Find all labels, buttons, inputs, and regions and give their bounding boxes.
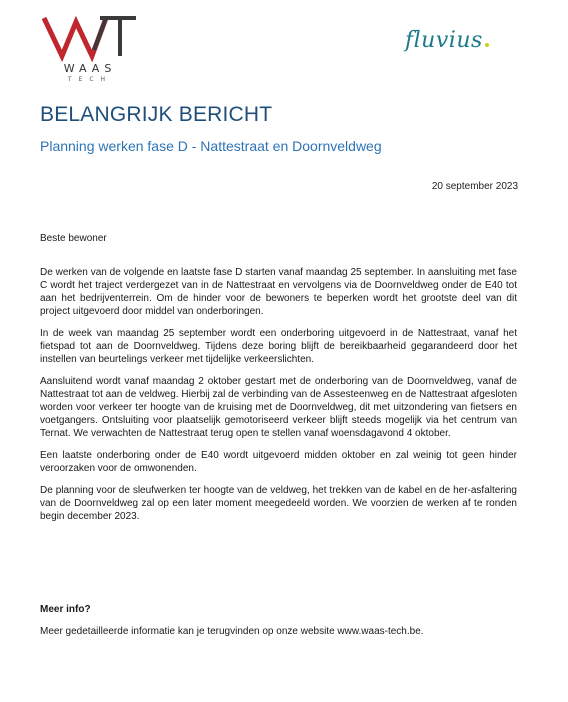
paragraph: Aansluitend wordt vanaf maandag 2 oktober gestart met de onderboring van de Doornveldweg, vanaf de Nattestraat tot aan de veldweg. Hierbij zal de verbinding van de Assesteenweg en de Nattestraat afgesloten worden voor verkeer ter hoogte van de kruising met de Doornveldweg, dit met uitzondering van fietsers en voetgangers. Ontsluiting voor plaatselijk gemotoriseerd verkeer blijft steeds mogelijk via het centrum van Ternat. We verwachten de Nattestraat terug open te stellen vanaf woensdagavond 4 oktober.: [40, 376, 517, 439]
waas-tech-logo: [40, 12, 140, 90]
paragraph: Een laatste onderboring onder de E40 wordt uitgevoerd midden oktober en zal weinig tot geen hinder veroorzaken voor de omwonenden.: [40, 450, 517, 474]
salutation: Beste bewoner: [40, 233, 107, 244]
waas-tech-mark-icon: [40, 12, 140, 62]
waas-logo-sub: TECH: [67, 76, 113, 83]
info-text: Meer gedetailleerde informatie kan je terugvinden op onze website www.waas-tech.be.: [40, 626, 424, 637]
paragraph: De planning voor de sleufwerken ter hoogte van de veldweg, het trekken van de kabel en de her-asfaltering van de Doornveldweg zal op een later moment meegedeeld worden. We voorzien de werken af te ronden begin december 2023.: [40, 485, 517, 522]
fluvius-dot-icon: [485, 43, 489, 47]
waas-logo-word: WAAS: [63, 62, 117, 75]
paragraph: De werken van de volgende en laatste fase D starten vanaf maandag 25 september. In aansluiting met fase C wordt het traject verdergezet van in de Nattestraat en vervolgens via de Doornveldweg onder de E40 tot aan het bedrijventerrein. Om de hinder voor de bewoners te beperken wordt het grootste deel van dit project uitgevoerd door middel van onderboringen.: [40, 267, 517, 317]
fluvius-logo-text: fluvius: [405, 28, 483, 53]
letter-date: 20 september 2023: [431, 181, 518, 192]
page-title: BELANGRIJK BERICHT: [40, 103, 273, 126]
info-heading: Meer info?: [40, 604, 91, 615]
fluvius-logo: [405, 28, 483, 53]
paragraph: In de week van maandag 25 september wordt een onderboring uitgevoerd in de Nattestraat, vanaf het fietspad tot aan de Doornveldweg. Tijdens deze boring blijft de bereikbaarheid gegarandeerd door het instellen van beurtelings verkeer met tijdelijke verkeerslichten.: [40, 328, 517, 365]
page-subtitle: Planning werken fase D - Nattestraat en Doornveldweg: [40, 138, 382, 154]
letter-body: [40, 266, 517, 532]
